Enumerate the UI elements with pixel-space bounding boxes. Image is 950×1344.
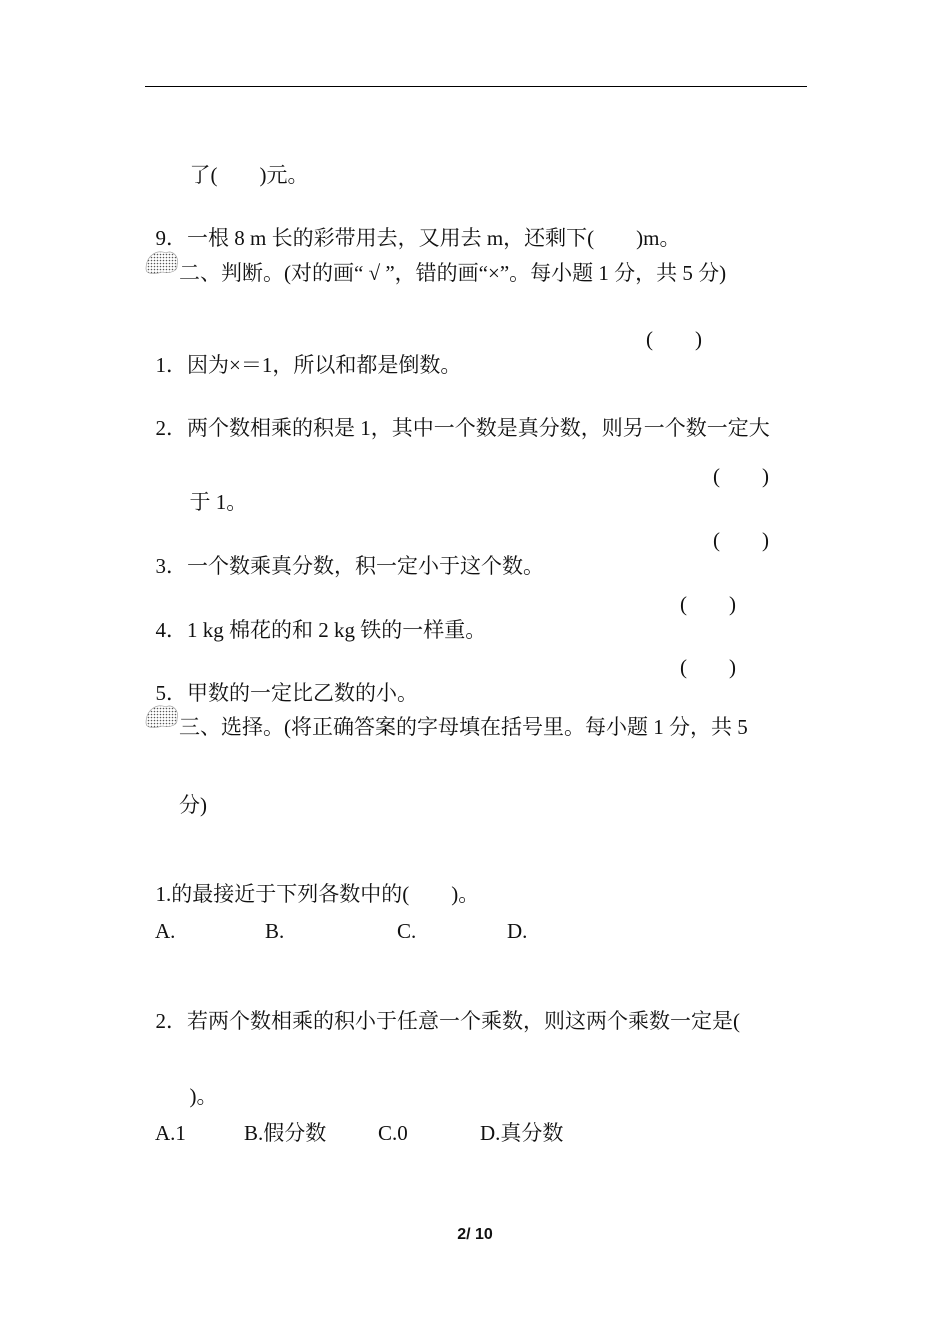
option-c[interactable]: C.	[397, 919, 417, 943]
option-d[interactable]: D.	[507, 919, 528, 943]
item-number: 2．	[155, 416, 187, 440]
section-marker-icon	[144, 247, 180, 275]
item-text-cont: 于 1。	[189, 490, 248, 514]
answer-blank[interactable]: ( )	[713, 464, 769, 488]
page-number: 2/ 10	[457, 1226, 493, 1243]
question-text: 一根 8 m 长的彩带用去，又用去 m，还剩下( )m。	[187, 226, 681, 250]
answer-blank[interactable]: ( )	[680, 592, 736, 616]
choice-question-2	[145, 982, 740, 1034]
item-text: 甲数的一定比乙数的小。	[187, 681, 418, 705]
option-c[interactable]: C.0	[378, 1121, 408, 1145]
question-text: 1.的最接近于下列各数中的( )。	[155, 882, 480, 906]
option-d[interactable]: D.真分数	[480, 1121, 564, 1145]
question-9	[145, 199, 681, 251]
item-text: 因为×＝1，所以和都是倒数。	[187, 353, 462, 377]
choice-question-1	[145, 855, 479, 907]
option-b[interactable]: B.假分数	[244, 1121, 327, 1145]
item-number: 3．	[155, 554, 187, 578]
item-text: 一个数乘真分数，积一定小于这个数。	[187, 554, 544, 578]
question-number: 2．	[155, 1009, 187, 1033]
item-text: 1 kg 棉花的和 2 kg 铁的一样重。	[187, 618, 487, 642]
option-a[interactable]: A.1	[155, 1121, 186, 1145]
continuation-line	[179, 136, 309, 188]
judge-item-3	[145, 527, 544, 579]
judge-item-5	[145, 654, 418, 706]
judge-item-4	[145, 591, 486, 643]
judge-item-1	[145, 326, 461, 378]
section-3-heading: 三、选择。(将正确答案的字母填在括号里。每小题 1 分，共 5	[179, 715, 748, 739]
item-number: 1．	[155, 353, 187, 377]
header-rule	[145, 86, 807, 87]
question-text-cont: )。	[189, 1084, 218, 1108]
item-number: 4．	[155, 618, 187, 642]
choice-question-2-cont	[179, 1057, 218, 1109]
judge-item-2	[145, 389, 770, 441]
section-marker-icon	[144, 701, 180, 729]
question-number: 9．	[155, 226, 187, 250]
item-number: 5．	[155, 681, 187, 705]
option-a[interactable]: A.	[155, 919, 176, 943]
judge-item-2-cont	[179, 463, 247, 515]
item-text: 两个数相乘的积是 1，其中一个数是真分数，则另一个数一定大	[187, 416, 770, 440]
answer-blank[interactable]: ( )	[680, 655, 736, 679]
answer-blank[interactable]: ( )	[646, 327, 702, 351]
section-2-heading: 二、判断。(对的画“ √ ”，错的画“×”。每小题 1 分，共 5 分)	[179, 261, 727, 285]
question-text: 若两个数相乘的积小于任意一个乘数，则这两个乘数一定是(	[187, 1009, 740, 1033]
continuation-text: 了( )元。	[189, 163, 309, 187]
answer-blank[interactable]: ( )	[713, 528, 769, 552]
option-b[interactable]: B.	[265, 919, 285, 943]
section-3-heading-cont: 分)	[179, 793, 207, 817]
